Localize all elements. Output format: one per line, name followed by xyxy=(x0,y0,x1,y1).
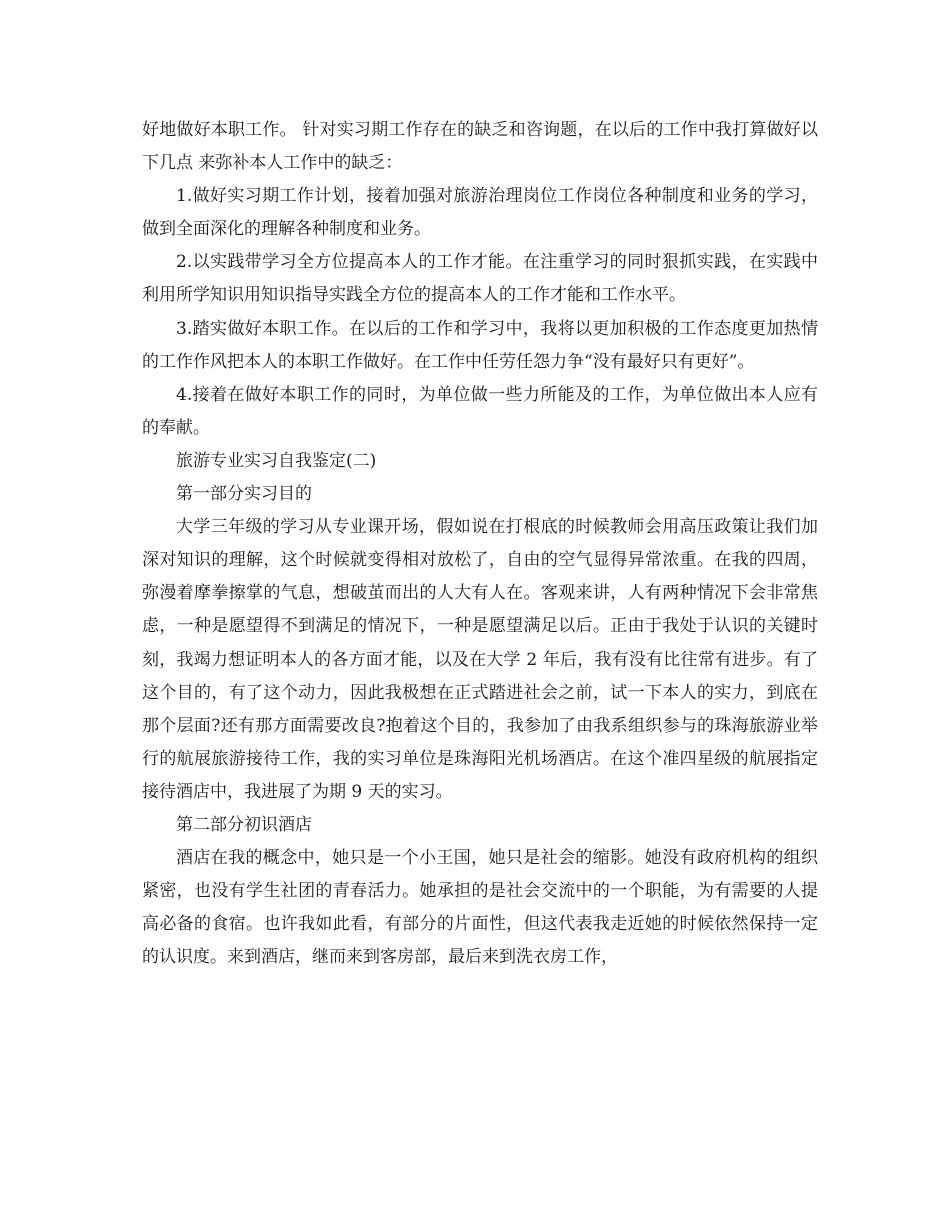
heading-part-1: 第一部分实习目的 xyxy=(176,484,312,505)
paragraph-item-1: 1.做好实习期工作计划，接着加强对旅游治理岗位工作岗位各种制度和业务的学习，做到全面深化的理解各种制度和业务。 xyxy=(142,186,818,240)
heading-part-2: 第二部分初识酒店 xyxy=(176,814,312,835)
paragraph-item-3: 3.踏实做好本职工作。在以后的工作和学习中，我将以更加积极的工作态度更加热情的工作作风把本人的本职工作做好。在工作中任劳任怨力争“没有最好只有更好”。 xyxy=(142,318,818,372)
section-title: 旅游专业实习自我鉴定(二) xyxy=(176,450,377,471)
paragraph-part-1: 大学三年级的学习从专业课开场，假如说在打根底的时候教师会用高压政策让我们加深对知识的理解，这个时候就变得相对放松了，自由的空气显得异常浓重。在我的四周，弥漫着摩拳擦掌的气息，想破茧而出的人大有人在。客观来讲，人有两种情况下会非常焦虑，一种是愿望得不到满足的情况下，一种是愿望满足以后。正由于我处于认识的关键时刻，我竭力想证明本人的各方面才能，以及在大学 2 年后，我有没有比往常有进步。有了这个目的，有了这个动力，因此我极想在正式踏进社会之前，试一下本人的实力，到底在那个层面?还有那方面需要改良?抱着这个目的，我参加了由我系组织参与的珠海旅游业举行的航展旅游接待工作，我的实习单位是珠海阳光机场酒店。在这个准四星级的航展指定接待酒店中，我进展了为期 9 天的实习。 xyxy=(142,517,818,802)
paragraph-intro: 好地做好本职工作。 针对实习期工作存在的缺乏和咨询题，在以后的工作中我打算做好以下几点 来弥补本人工作中的缺乏： xyxy=(142,120,818,174)
paragraph-item-2: 2.以实践带学习全方位提高本人的工作才能。在注重学习的同时狠抓实践，在实践中利用所学知识用知识指导实践全方位的提高本人的工作才能和工作水平。 xyxy=(142,252,818,306)
document-body xyxy=(142,114,818,974)
paragraph-part-2: 酒店在我的概念中，她只是一个小王国，她只是社会的缩影。她没有政府机构的组织紧密，也没有学生社团的青春活力。她承担的是社会交流中的一个职能，为有需要的人提高必备的食宿。也许我如此看，有部分的片面性，但这代表我走近她的时候依然保持一定的认识度。来到酒店，继而来到客房部，最后来到洗衣房工作， xyxy=(142,848,818,968)
paragraph-item-4: 4.接着在做好本职工作的同时，为单位做一些力所能及的工作，为单位做出本人应有的奉献。 xyxy=(142,384,818,438)
